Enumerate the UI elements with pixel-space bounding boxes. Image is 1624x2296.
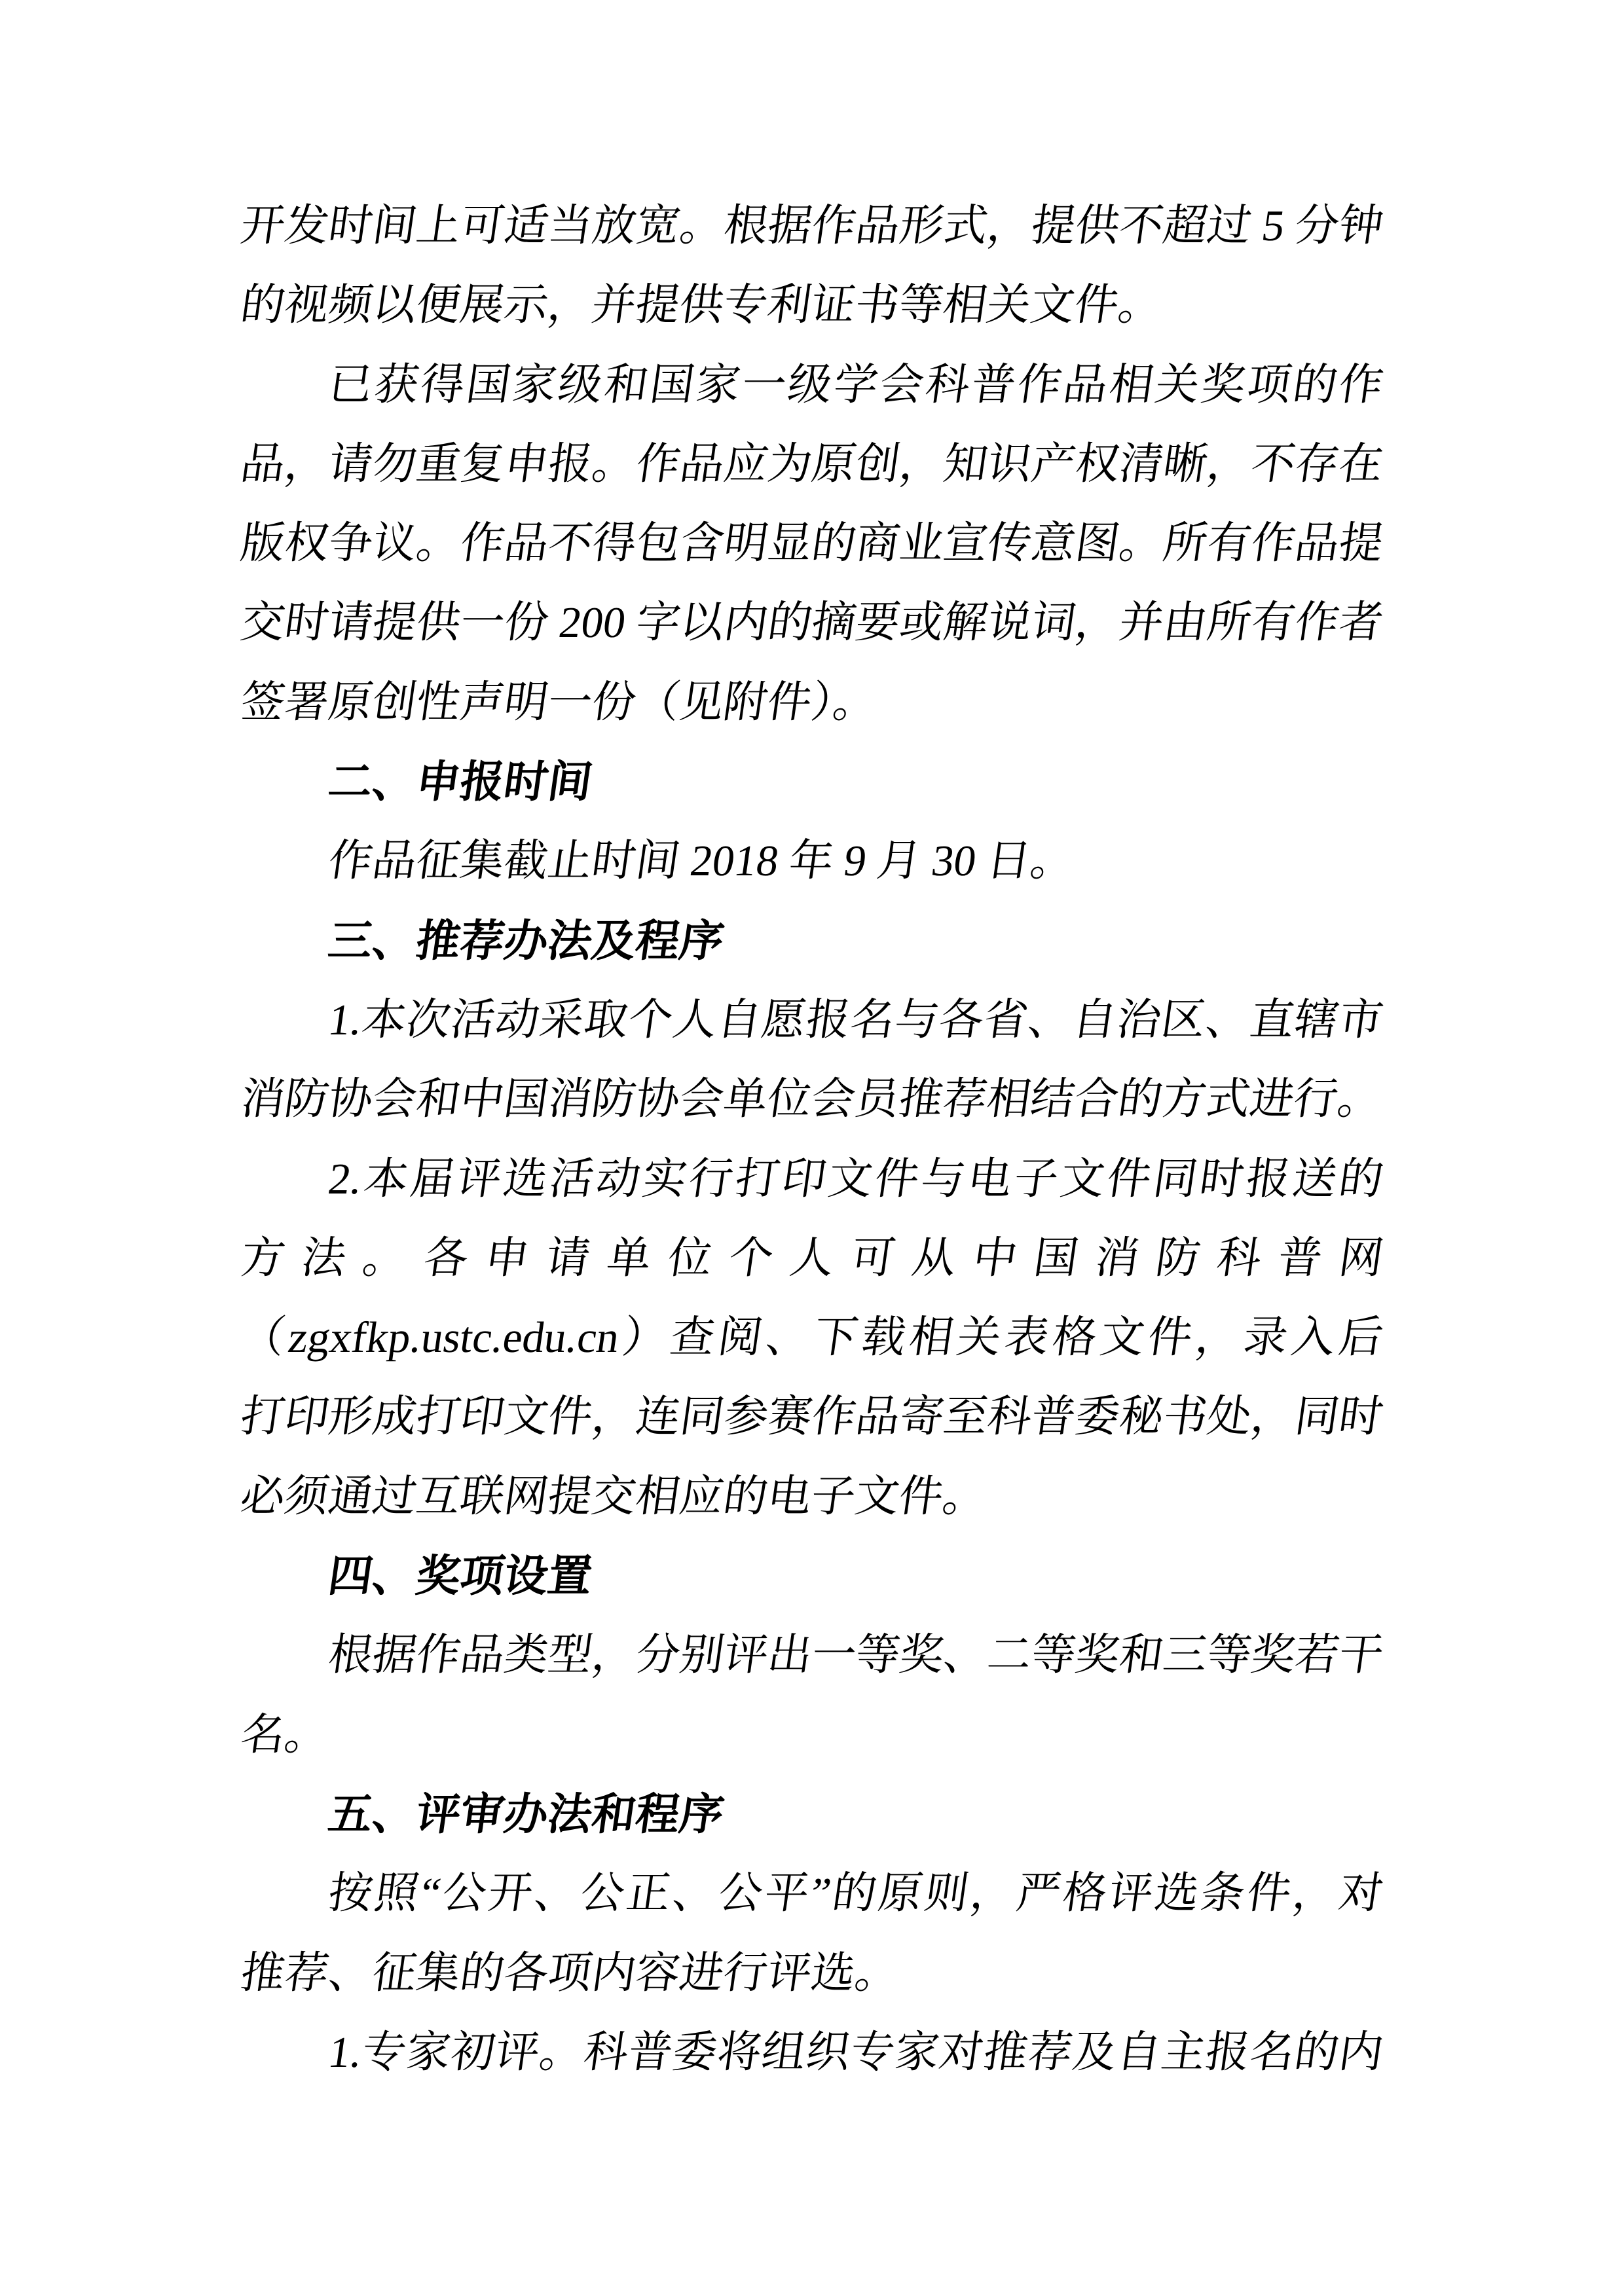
text-line: 按照“公开、公正、公平”的原则，严格评选条件，对	[325, 1869, 1387, 1918]
section-heading: 四、奖项设置	[325, 1550, 596, 1602]
text-line: 1.本次活动采取个人自愿报名与各省、自治区、直辖市	[325, 995, 1387, 1044]
text-line: 交时请提供一份 200 字以内的摘要或解说词，并由所有作者	[237, 598, 1387, 647]
text-line: 版权争议。作品不得包含明显的商业宣传意图。所有作品提	[237, 519, 1387, 568]
document-content	[237, 187, 1387, 2092]
text-line: 打印形成打印文件，连同参赛作品寄至科普委秘书处，同时	[237, 1393, 1387, 1442]
text-line: 的视频以便展示，并提供专利证书等相关文件。	[237, 281, 1166, 330]
text-line: 签署原创性声明一份（见附件）。	[237, 678, 881, 727]
text-line: 品，请勿重复申报。作品应为原创，知识产权清晰，不存在	[237, 439, 1387, 488]
text-line: 已获得国家级和国家一级学会科普作品相关奖项的作	[325, 360, 1387, 409]
text-line: 作品征集截止时间 2018 年 9 月 30 日。	[325, 837, 1079, 886]
section-heading: 二、申报时间	[325, 756, 596, 808]
text-line: 方法。各申请单位个人可从中国消防科普网	[237, 1233, 1387, 1283]
text-line: 名。	[237, 1710, 333, 1759]
section-heading: 五、评审办法和程序	[325, 1788, 728, 1840]
text-line: 消防协会和中国消防协会单位会员推荐相结合的方式进行。	[237, 1075, 1386, 1124]
text-line: （zgxfkp.ustc.edu.cn）查阅、下载相关表格文件，录入后	[237, 1313, 1387, 1362]
text-line: 必须通过互联网提交相应的电子文件。	[237, 1472, 991, 1521]
text-line: 根据作品类型，分别评出一等奖、二等奖和三等奖若干	[325, 1631, 1387, 1680]
text-line: 开发时间上可适当放宽。根据作品形式，提供不超过 5 分钟	[237, 202, 1387, 250]
text-line: 1.专家初评。科普委将组织专家对推荐及自主报名的内	[325, 2028, 1387, 2077]
text-line: 2.本届评选活动实行打印文件与电子文件同时报送的	[325, 1154, 1387, 1203]
section-heading: 三、推荐办法及程序	[325, 915, 728, 966]
text-line: 推荐、征集的各项内容进行评选。	[237, 1948, 903, 1997]
